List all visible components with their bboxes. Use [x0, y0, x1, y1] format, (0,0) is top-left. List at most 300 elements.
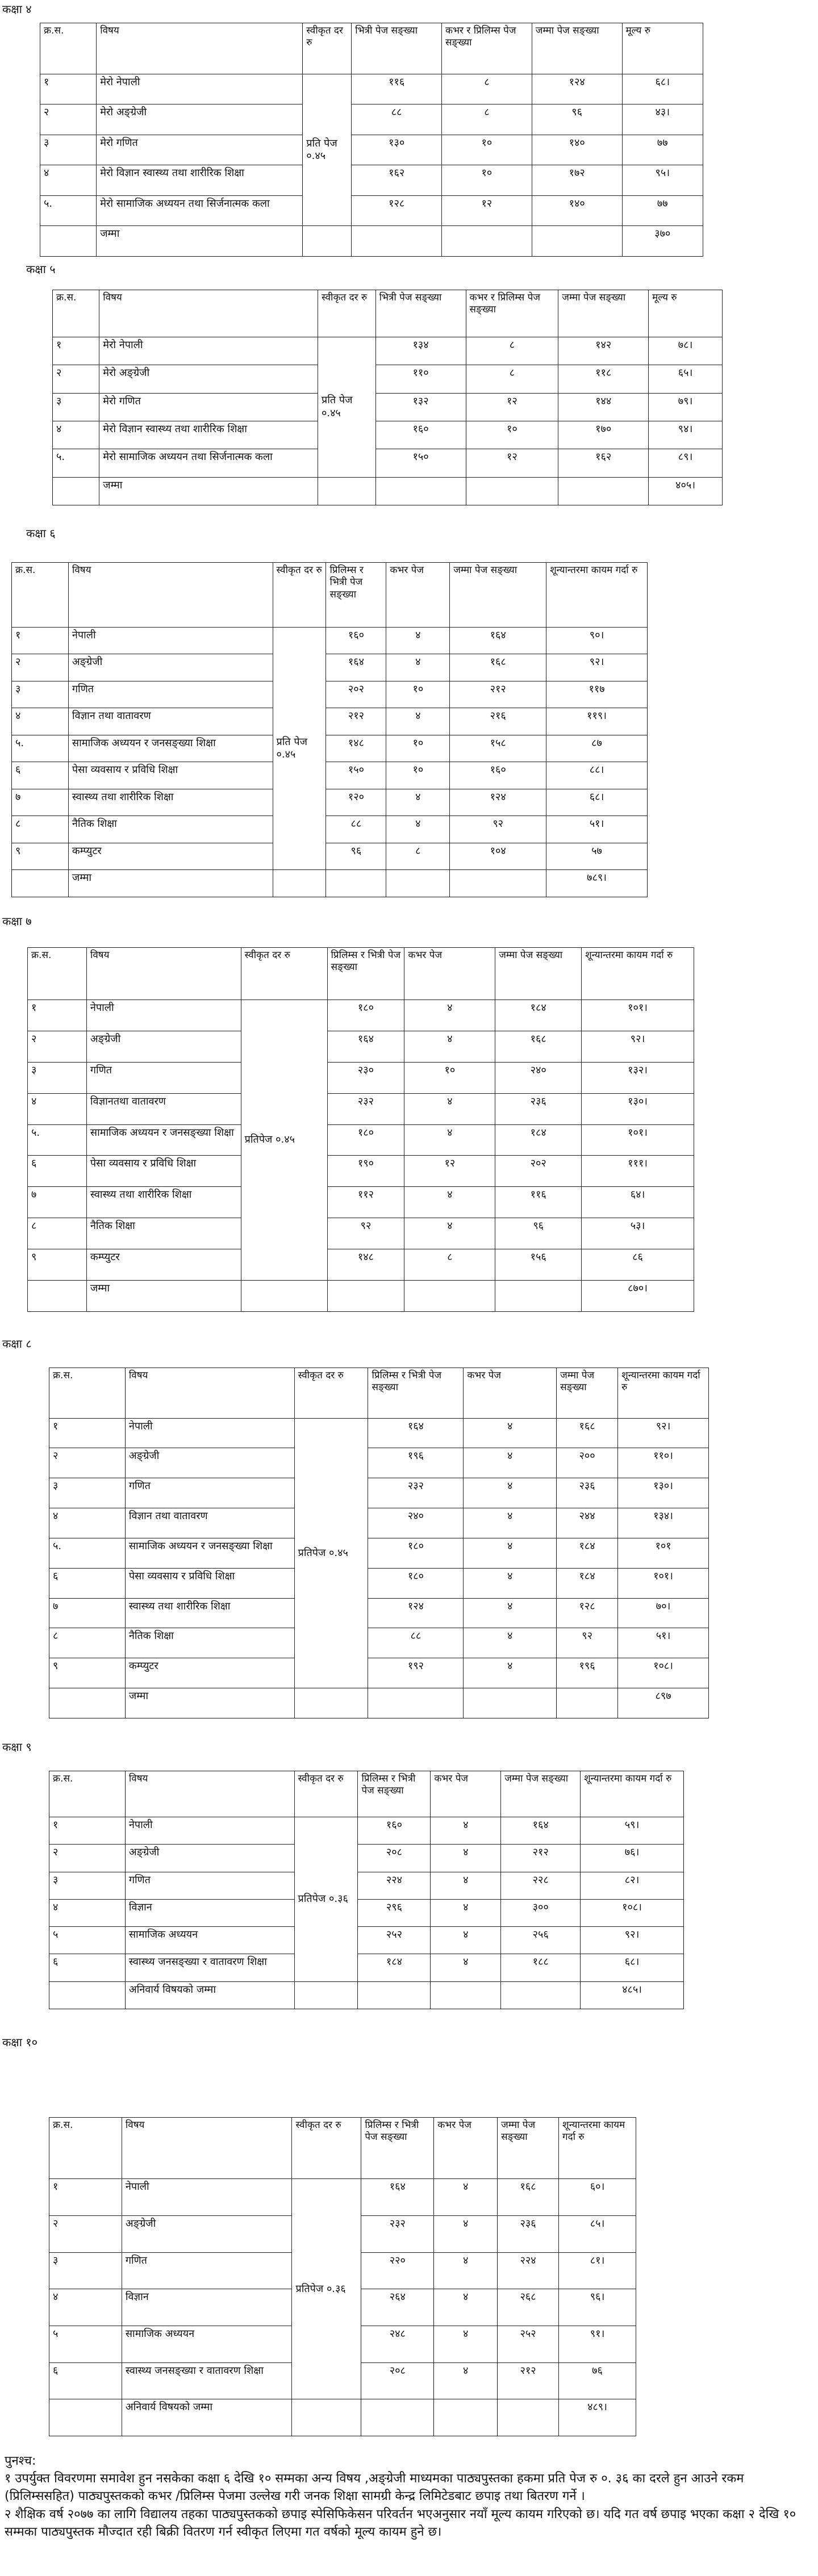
subject-cell: मेरो सामाजिक अध्ययन तथा सिर्जनात्मक कला: [97, 195, 303, 226]
subject-cell: सामाजिक अध्ययन: [125, 1927, 294, 1954]
total-pages-cell: २००: [557, 1448, 618, 1478]
pages-cell: १९०: [327, 1156, 404, 1187]
pages-cell: १८०: [327, 1124, 404, 1156]
pages-cell: २३२: [361, 2216, 434, 2253]
serial-cell: २: [28, 1031, 87, 1062]
total-pages-cell: २३६: [557, 1478, 618, 1508]
subject-cell: गणित: [68, 681, 273, 708]
total-row: [53, 477, 723, 505]
price-cell: ८८।: [546, 762, 648, 789]
subject-cell: विज्ञान: [125, 1899, 294, 1926]
subject-cell: विज्ञान तथा वातावरण: [68, 708, 273, 735]
cover-pages-cell: ४: [434, 2289, 498, 2326]
column-header: विषय: [97, 23, 303, 74]
cover-pages-cell: ४: [464, 1418, 557, 1448]
table-row: [49, 1954, 684, 1981]
total-blank-cell: [501, 1981, 581, 2009]
total-pages-cell: १४२: [558, 337, 649, 365]
total-pages-cell: ११८: [558, 365, 649, 393]
price-table: [49, 2117, 636, 2436]
serial-cell: ३: [53, 393, 99, 421]
total-pages-cell: २२८: [501, 1872, 581, 1899]
total-row: [49, 1981, 684, 2009]
cover-pages-cell: १२: [404, 1156, 495, 1187]
total-blank-cell: [557, 1688, 618, 1718]
price-cell: ७६: [559, 2362, 636, 2399]
total-pages-cell: १६८: [495, 1031, 582, 1062]
cover-pages-cell: ४: [431, 1927, 501, 1954]
total-value: ४०५।: [649, 477, 723, 505]
serial-cell: ३: [49, 1478, 126, 1508]
table-row: [53, 449, 723, 477]
column-header: विषय: [125, 1771, 294, 1817]
subject-cell: मेरो अङ्ग्रेजी: [97, 104, 303, 135]
serial-cell: ३: [28, 1062, 87, 1093]
column-header: स्वीकृत दर रु: [318, 290, 375, 337]
price-cell: ७९।: [649, 393, 723, 421]
table-row: [28, 1062, 694, 1093]
pages-cell: ११६: [352, 74, 442, 104]
total-row: [12, 870, 648, 897]
serial-cell: ६: [12, 762, 69, 789]
pages-cell: १९२: [368, 1658, 464, 1688]
table-row: [49, 1658, 709, 1688]
cover-pages-cell: १०: [386, 762, 450, 789]
total-blank-cell: [532, 226, 622, 257]
pages-cell: १८४: [358, 1954, 431, 1981]
price-cell: ६५।: [649, 365, 723, 393]
column-header: मूल्य रु: [649, 290, 723, 337]
cover-pages-cell: ४: [386, 627, 450, 654]
table-row: [12, 789, 648, 816]
serial-cell: १: [49, 1817, 126, 1845]
section-title: कक्षा १०: [2, 2035, 38, 2049]
total-row: [49, 1688, 709, 1718]
table-row: [53, 365, 723, 393]
cover-pages-cell: ४: [431, 1872, 501, 1899]
column-header: विषय: [68, 563, 273, 628]
serial-cell: ५.: [40, 195, 97, 226]
cover-pages-cell: ४: [464, 1538, 557, 1568]
price-cell: ११०।: [618, 1448, 709, 1478]
total-pages-cell: १६८: [498, 2179, 559, 2216]
pages-cell: ९६: [326, 843, 386, 870]
subject-cell: सामाजिक अध्ययन र जनसङ्ख्या शिक्षा: [68, 735, 273, 762]
column-header: जम्मा पेज सङ्ख्या: [532, 23, 622, 74]
total-pages-cell: २२४: [498, 2252, 559, 2289]
price-cell: ९२।: [582, 1031, 694, 1062]
price-table: [49, 1368, 709, 1718]
pages-cell: २०८: [358, 1845, 431, 1872]
column-header: क्र.स.: [28, 948, 87, 1000]
subject-cell: कम्प्युटर: [86, 1249, 241, 1281]
total-blank-cell: [464, 1688, 557, 1718]
column-header: स्वीकृत दर रु: [241, 948, 327, 1000]
total-pages-cell: १९६: [557, 1658, 618, 1688]
serial-cell: १: [12, 627, 69, 654]
subject-cell: विज्ञान तथा वातावरण: [125, 1508, 294, 1538]
cover-pages-cell: ४: [464, 1508, 557, 1538]
cover-pages-cell: १२: [442, 195, 532, 226]
total-row: [40, 226, 703, 257]
serial-cell: ६: [28, 1156, 87, 1187]
total-pages-cell: १६२: [558, 449, 649, 477]
total-pages-cell: २४४: [557, 1508, 618, 1538]
subject-cell: नैतिक शिक्षा: [86, 1218, 241, 1249]
subject-cell: विज्ञान: [122, 2289, 292, 2326]
subject-cell: मेरो नेपाली: [99, 337, 318, 365]
subject-cell: गणित: [125, 1872, 294, 1899]
total-pages-cell: २५२: [498, 2326, 559, 2363]
price-cell: ५३।: [582, 1218, 694, 1249]
price-cell: ५९।: [581, 1817, 684, 1845]
total-pages-cell: ११६: [495, 1187, 582, 1218]
total-label: अनिवार्य विषयको जम्मा: [125, 1981, 294, 2009]
serial-cell: ४: [53, 421, 99, 449]
total-blank-cell: [53, 477, 99, 505]
price-cell: ९२।: [618, 1418, 709, 1448]
total-pages-cell: १७२: [532, 165, 622, 196]
total-pages-cell: १४०: [532, 135, 622, 165]
total-label: जम्मा: [86, 1280, 241, 1311]
total-pages-cell: २१२: [501, 1845, 581, 1872]
serial-cell: ५.: [12, 735, 69, 762]
cover-pages-cell: ८: [404, 1249, 495, 1281]
rate-cell: प्रतिपेज ०.३६: [292, 2179, 361, 2399]
total-pages-cell: १८४: [495, 1124, 582, 1156]
column-header: स्वीकृत दर रु: [294, 1368, 368, 1419]
pages-cell: २६४: [361, 2289, 434, 2326]
price-cell: ८१।: [559, 2252, 636, 2289]
total-pages-cell: १८४: [557, 1538, 618, 1568]
table-row: [49, 1872, 684, 1899]
total-pages-cell: १५८: [450, 735, 546, 762]
serial-cell: २: [49, 2216, 122, 2253]
price-cell: ७८।: [649, 337, 723, 365]
column-header: क्र.स.: [49, 2118, 122, 2179]
subject-cell: मेरो नेपाली: [97, 74, 303, 104]
rate-cell: प्रतिपेज ०.४५: [241, 1000, 327, 1281]
serial-cell: ४: [12, 708, 69, 735]
cover-pages-cell: ४: [386, 654, 450, 681]
total-pages-cell: १२४: [450, 789, 546, 816]
price-cell: १०८।: [581, 1899, 684, 1926]
total-blank-cell: [40, 226, 97, 257]
price-cell: १३४।: [618, 1508, 709, 1538]
pages-cell: १६२: [352, 165, 442, 196]
total-label: जम्मा: [125, 1688, 294, 1718]
table-row: [49, 1568, 709, 1598]
column-header: मूल्य रु: [622, 23, 703, 74]
table-header-row: [49, 1368, 709, 1419]
total-pages-cell: २३६: [495, 1093, 582, 1124]
column-header: क्र.स.: [49, 1771, 126, 1817]
serial-cell: ७: [12, 789, 69, 816]
subject-cell: सामाजिक अध्ययन: [122, 2326, 292, 2363]
serial-cell: ५: [49, 1927, 126, 1954]
total-pages-cell: १६८: [450, 654, 546, 681]
table-row: [53, 337, 723, 365]
total-blank-cell: [273, 870, 326, 897]
cover-pages-cell: १०: [386, 735, 450, 762]
table-row: [53, 393, 723, 421]
column-header: क्र.स.: [53, 290, 99, 337]
total-row: [28, 1280, 694, 1311]
price-cell: ११९।: [546, 708, 648, 735]
price-cell: ५१।: [618, 1628, 709, 1658]
subject-cell: सामाजिक अध्ययन र जनसङ्ख्या शिक्षा: [86, 1124, 241, 1156]
serial-cell: ५: [49, 2326, 122, 2363]
subject-cell: नेपाली: [125, 1817, 294, 1845]
pages-cell: २९६: [358, 1899, 431, 1926]
price-cell: ६०।: [559, 2179, 636, 2216]
total-pages-cell: ९६: [495, 1218, 582, 1249]
pages-cell: २४०: [368, 1508, 464, 1538]
cover-pages-cell: ४: [404, 1031, 495, 1062]
total-pages-cell: २१६: [450, 708, 546, 735]
column-header: कभर पेज: [431, 1771, 501, 1817]
pages-cell: १२८: [352, 195, 442, 226]
cover-pages-cell: ४: [464, 1448, 557, 1478]
total-blank-cell: [12, 870, 69, 897]
total-blank-cell: [442, 226, 532, 257]
total-blank-cell: [292, 2399, 361, 2436]
cover-pages-cell: ४: [434, 2179, 498, 2216]
price-cell: ६८।: [546, 789, 648, 816]
subject-cell: अङ्ग्रेजी: [125, 1845, 294, 1872]
pages-cell: १८०: [327, 1000, 404, 1031]
serial-cell: ८: [49, 1628, 126, 1658]
price-cell: १११।: [582, 1156, 694, 1187]
price-cell: ६८।: [581, 1954, 684, 1981]
total-pages-cell: १४०: [532, 195, 622, 226]
total-blank-cell: [294, 1688, 368, 1718]
column-header: क्र.स.: [12, 563, 69, 628]
price-cell: ९०।: [546, 627, 648, 654]
serial-cell: ९: [49, 1658, 126, 1688]
total-pages-cell: २०२: [495, 1156, 582, 1187]
pages-cell: १२०: [326, 789, 386, 816]
column-header: विषय: [99, 290, 318, 337]
column-header: प्रिलिम्स र भित्री पेज सङ्ख्या: [358, 1771, 431, 1817]
serial-cell: १: [49, 1418, 126, 1448]
serial-cell: ५.: [49, 1538, 126, 1568]
pages-cell: २३२: [327, 1093, 404, 1124]
total-pages-cell: २३६: [498, 2216, 559, 2253]
serial-cell: ५.: [28, 1124, 87, 1156]
serial-cell: ९: [28, 1249, 87, 1281]
cover-pages-cell: ४: [464, 1568, 557, 1598]
total-blank-cell: [368, 1688, 464, 1718]
cover-pages-cell: ४: [434, 2362, 498, 2399]
pages-cell: १६०: [375, 421, 466, 449]
total-blank-cell: [361, 2399, 434, 2436]
table-row: [49, 1817, 684, 1845]
rate-cell: प्रति पेज ०.४५: [303, 74, 352, 226]
pages-cell: १५०: [375, 449, 466, 477]
cover-pages-cell: ४: [404, 1218, 495, 1249]
table-row: [49, 1598, 709, 1628]
total-blank-cell: [495, 1280, 582, 1311]
section-title: कक्षा ४: [2, 2, 32, 16]
price-cell: ८७: [546, 735, 648, 762]
pages-cell: १४८: [326, 735, 386, 762]
column-header: जम्मा पेज सङ्ख्या: [495, 948, 582, 1000]
cover-pages-cell: ४: [404, 1093, 495, 1124]
cover-pages-cell: ४: [434, 2216, 498, 2253]
serial-cell: २: [12, 654, 69, 681]
pages-cell: ११०: [375, 365, 466, 393]
total-value: ३७०: [622, 226, 703, 257]
column-header: कभर र प्रिलिम्स पेज सङ्ख्या: [442, 23, 532, 74]
price-cell: १०१।: [582, 1000, 694, 1031]
total-value: ८७०।: [582, 1280, 694, 1311]
pages-cell: २२०: [361, 2252, 434, 2289]
pages-cell: २०८: [361, 2362, 434, 2399]
section-title: कक्षा ५: [26, 262, 56, 276]
subject-cell: नेपाली: [122, 2179, 292, 2216]
price-cell: १०१।: [582, 1124, 694, 1156]
cover-pages-cell: ४: [431, 1845, 501, 1872]
column-header: विषय: [122, 2118, 292, 2179]
price-cell: १०१: [618, 1538, 709, 1568]
serial-cell: २: [49, 1448, 126, 1478]
table-header-row: [53, 290, 723, 337]
column-header: प्रिलिम्स र भित्री पेज सङ्ख्या: [326, 563, 386, 628]
price-cell: ८९।: [649, 449, 723, 477]
price-cell: ७७: [622, 195, 703, 226]
total-blank-cell: [498, 2399, 559, 2436]
total-blank-cell: [375, 477, 466, 505]
table-header-row: [28, 948, 694, 1000]
serial-cell: ९: [12, 843, 69, 870]
table-row: [40, 135, 703, 165]
subject-cell: स्वास्थ्य जनसङ्ख्या र वातावरण शिक्षा: [125, 1954, 294, 1981]
pages-cell: १३०: [352, 135, 442, 165]
column-header: विषय: [86, 948, 241, 1000]
cover-pages-cell: १०: [386, 681, 450, 708]
rate-cell: प्रति पेज ०.४५: [318, 337, 375, 477]
table-row: [12, 735, 648, 762]
table-row: [12, 708, 648, 735]
subject-cell: पेसा व्यवसाय र प्रविधि शिक्षा: [125, 1568, 294, 1598]
price-cell: १३०।: [582, 1093, 694, 1124]
cover-pages-cell: ८: [386, 843, 450, 870]
section-title: कक्षा ७: [2, 914, 32, 928]
note-1: १ उपर्युक्त विवरणमा समावेश हुन नसकेका कक्षा ६ देखि १० सम्मका अन्य विषय ,अङ्ग्रेजी माध्यमका पाठ्यपुस्तका हकमा प्रति पेज रु ०. ३६ का दरले हुन आउने रकम (प्रिलिम्ससहित) पाठ्यपुस्तकको कभर /प्रिलिम्स पेजमा उल्लेख गरी जनक शिक्षा सामग्री केन्द्र लिमिटेडबाट छपाइ तथा बितरण गर्ने ।: [5, 2472, 744, 2504]
table-row: [49, 1927, 684, 1954]
pages-cell: १९६: [368, 1448, 464, 1478]
cover-pages-cell: १०: [442, 135, 532, 165]
subject-cell: विज्ञानतथा वातावरण: [86, 1093, 241, 1124]
subject-cell: अङ्ग्रेजी: [68, 654, 273, 681]
column-header: जम्मा पेज सङ्ख्या: [498, 2118, 559, 2179]
subject-cell: मेरो सामाजिक अध्ययन तथा सिर्जनात्मक कला: [99, 449, 318, 477]
total-pages-cell: ९६: [532, 104, 622, 135]
column-header: स्वीकृत दर रु: [273, 563, 326, 628]
total-pages-cell: २४०: [495, 1062, 582, 1093]
cover-pages-cell: ४: [434, 2252, 498, 2289]
total-pages-cell: १२८: [557, 1598, 618, 1628]
price-cell: ५१।: [546, 816, 648, 843]
pages-cell: १४८: [327, 1249, 404, 1281]
total-label: जम्मा: [68, 870, 273, 897]
table-row: [49, 1538, 709, 1568]
total-blank-cell: [327, 1280, 404, 1311]
subject-cell: मेरो विज्ञान स्वास्थ्य तथा शारीरिक शिक्षा: [99, 421, 318, 449]
price-cell: १०८।: [618, 1658, 709, 1688]
subject-cell: मेरो गणित: [97, 135, 303, 165]
table-row: [12, 681, 648, 708]
total-pages-cell: १६०: [450, 762, 546, 789]
cover-pages-cell: ४: [464, 1658, 557, 1688]
cover-pages-cell: ४: [464, 1478, 557, 1508]
table-row: [28, 1000, 694, 1031]
price-cell: ११७: [546, 681, 648, 708]
total-pages-cell: १६४: [450, 627, 546, 654]
table-row: [28, 1031, 694, 1062]
cover-pages-cell: ८: [466, 337, 558, 365]
total-blank-cell: [358, 1981, 431, 2009]
price-cell: १३२।: [582, 1062, 694, 1093]
column-header: क्र.स.: [40, 23, 97, 74]
pages-cell: २४८: [361, 2326, 434, 2363]
total-blank-cell: [558, 477, 649, 505]
serial-cell: १: [53, 337, 99, 365]
total-value: ७८९।: [546, 870, 648, 897]
subject-cell: मेरो विज्ञान स्वास्थ्य तथा शारीरिक शिक्षा: [97, 165, 303, 196]
column-header: शून्यान्तरमा कायम गर्दा रु: [582, 948, 694, 1000]
serial-cell: २: [49, 1845, 126, 1872]
pages-cell: १३४: [375, 337, 466, 365]
total-blank-cell: [434, 2399, 498, 2436]
pages-cell: १५०: [326, 762, 386, 789]
pages-cell: १६४: [361, 2179, 434, 2216]
serial-cell: ५.: [53, 449, 99, 477]
section-title: कक्षा ९: [2, 1740, 32, 1754]
cover-pages-cell: १२: [466, 449, 558, 477]
serial-cell: ३: [49, 1872, 126, 1899]
table-row: [40, 104, 703, 135]
pages-cell: १६४: [326, 654, 386, 681]
total-blank-cell: [49, 1688, 126, 1718]
total-pages-cell: ९२: [450, 816, 546, 843]
total-pages-cell: २१२: [450, 681, 546, 708]
table-row: [12, 762, 648, 789]
column-header: शून्यान्तरमा कायम गर्दा रु: [559, 2118, 636, 2179]
pages-cell: २२४: [358, 1872, 431, 1899]
section-title: कक्षा ८: [2, 1337, 32, 1350]
serial-cell: ३: [40, 135, 97, 165]
rate-cell: प्रतिपेज ०.३६: [294, 1817, 358, 1982]
total-blank-cell: [303, 226, 352, 257]
price-cell: १३०।: [618, 1478, 709, 1508]
column-header: जम्मा पेज सङ्ख्या: [450, 563, 546, 628]
subject-cell: नैतिक शिक्षा: [125, 1628, 294, 1658]
total-pages-cell: १८४: [557, 1568, 618, 1598]
total-pages-cell: ९२: [557, 1628, 618, 1658]
price-cell: ४३।: [622, 104, 703, 135]
price-table: [27, 947, 694, 1312]
serial-cell: ४: [49, 1508, 126, 1538]
table-row: [49, 1845, 684, 1872]
price-cell: ९५।: [622, 165, 703, 196]
table-row: [49, 1478, 709, 1508]
table-row: [12, 843, 648, 870]
total-blank-cell: [49, 2399, 122, 2436]
total-pages-cell: ३००: [501, 1899, 581, 1926]
subject-cell: अङ्ग्रेजी: [125, 1448, 294, 1478]
